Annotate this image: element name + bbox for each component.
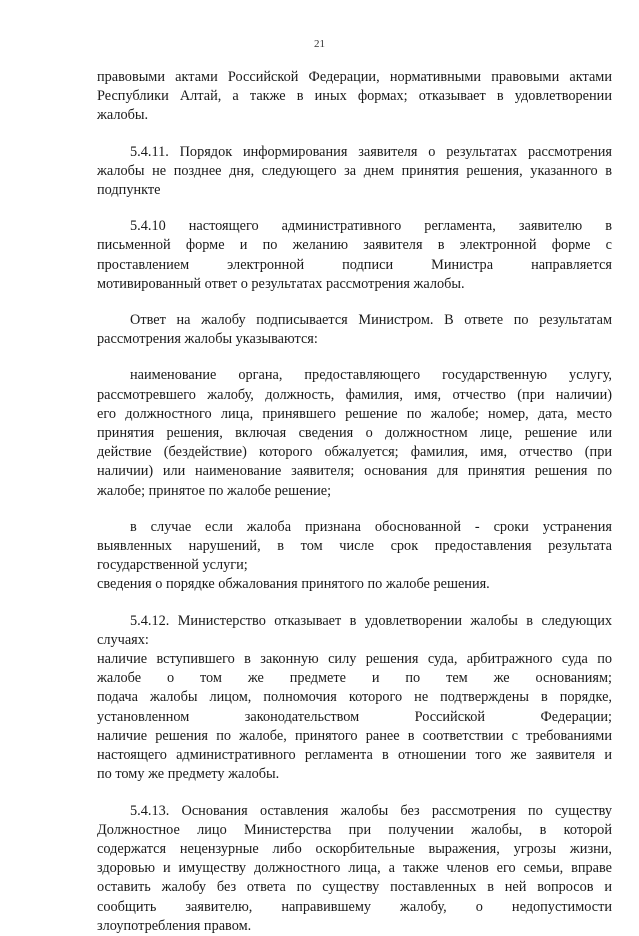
- text-line: установленном законодательством Российской Федерации;: [97, 708, 612, 725]
- text-line: выявленных нарушений, в том числе срок предоставления результата: [97, 538, 612, 555]
- text-line: подача жалобы лицом, полномочия которого не подтверждены в порядке,: [97, 689, 612, 706]
- text-line: рассмотрения жалобы указываются:: [97, 331, 318, 348]
- paragraph-5-4-10: [97, 217, 612, 294]
- page-number: 21: [314, 38, 325, 50]
- text-line: в случае если жалоба признана обоснованной - сроки устранения: [130, 518, 612, 535]
- text-line: оставить жалобу без ответа по существу поставленных в ней вопросов и: [97, 879, 612, 896]
- text-line: 5.4.10 настоящего административного регламента, заявителю в: [130, 218, 612, 235]
- paragraph-continuation: [97, 68, 612, 126]
- text-line: наличии) или наименование заявителя; основания для принятия решения по: [97, 463, 612, 480]
- paragraph-5-4-13: [97, 802, 612, 936]
- document-body: [97, 68, 612, 936]
- text-line: государственной услуги;: [97, 557, 248, 574]
- text-line: жалобы.: [97, 107, 149, 124]
- text-line: случаях:: [97, 631, 149, 648]
- text-line: 5.4.12. Министерство отказывает в удовлетворении жалобы в следующих: [130, 612, 612, 629]
- text-line: рассмотревшего жалобу, должность, фамилия, имя, отчество (при наличии): [97, 386, 612, 403]
- text-line: подпункте: [97, 182, 161, 199]
- text-line: мотивированный ответ о результатах рассмотрения жалобы.: [97, 275, 465, 292]
- text-line: Ответ на жалобу подписывается Министром. В ответе по результатам: [130, 312, 612, 329]
- text-line: проставлением электронной подписи Министра направляется: [97, 256, 612, 273]
- text-line: сообщить заявителю, направившему жалобу, о недопустимости: [97, 898, 612, 915]
- text-line: принятия решения, включая сведения о должностном лице, решение или: [97, 425, 612, 442]
- paragraph-justified-complaint: [97, 518, 612, 595]
- paragraph-answer-signature: [97, 311, 612, 349]
- text-line: его должностного лица, принявшего решение по жалобе; номер, дата, место: [97, 405, 612, 422]
- text-line: Должностное лицо Министерства при получении жалобы, в которой: [97, 821, 612, 838]
- paragraph-5-4-11: [97, 143, 612, 201]
- text-line: содержатся нецензурные либо оскорбительные выражения, угрозы жизни,: [97, 840, 612, 857]
- text-line: письменной форме и по желанию заявителя в электронной форме с: [97, 237, 612, 254]
- text-line: действие (бездействие) которого обжалуется; фамилия, имя, отчество (при: [97, 444, 612, 461]
- text-line: здоровью и имуществу должностного лица, а также членов его семьи, вправе: [97, 860, 612, 877]
- text-line: жалобе о том же предмете и по тем же основаниям;: [97, 670, 612, 687]
- text-line: злоупотребления правом.: [97, 917, 252, 934]
- text-line: жалобы не позднее дня, следующего за днем принятия решения, указанного в: [97, 162, 612, 179]
- text-line: настоящего административного регламента в отношении того же заявителя и: [97, 747, 612, 764]
- text-line: Республики Алтай, а также в иных формах; отказывает в удовлетворении: [97, 88, 612, 105]
- paragraph-5-4-12: [97, 612, 612, 785]
- text-line: наличие решения по жалобе, принятого ранее в соответствии с требованиями: [97, 727, 612, 744]
- text-line: 5.4.11. Порядок информирования заявителя о результатах рассмотрения: [130, 143, 612, 160]
- text-line: жалобе; принятое по жалобе решение;: [97, 482, 332, 499]
- paragraph-answer-details: [97, 366, 612, 500]
- text-line: по тому же предмету жалобы.: [97, 766, 280, 783]
- text-line: 5.4.13. Основания оставления жалобы без рассмотрения по существу: [130, 802, 612, 819]
- text-line: сведения о порядке обжалования принятого по жалобе решения.: [97, 576, 490, 593]
- text-line: правовыми актами Российской Федерации, нормативными правовыми актами: [97, 69, 612, 85]
- text-line: наименование органа, предоставляющего государственную услугу,: [130, 367, 612, 384]
- text-line: наличие вступившего в законную силу решения суда, арбитражного суда по: [97, 651, 612, 668]
